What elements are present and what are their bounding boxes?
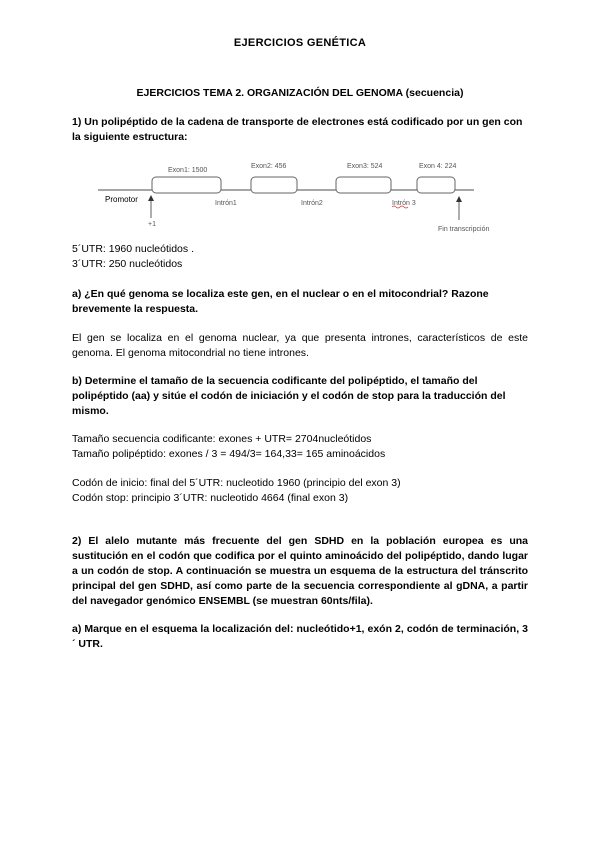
- gene-structure-diagram: [96, 155, 506, 245]
- fin-transcripcion-label: Fin transcripción: [438, 226, 490, 233]
- exon-4-box: [417, 177, 455, 193]
- start-arrow-icon: [148, 195, 154, 201]
- question-1-prompt: 1) Un polipéptido de la cadena de transporte de electrones está codificado por un gen con la siguiente estructura:: [72, 116, 523, 143]
- stop-codon-text: Codón stop: principio 3´UTR: nucleotido 4664 (final exon 3): [72, 492, 349, 504]
- coding-size-text: Tamaño secuencia codificante: exones + UTR= 2704nucleótidos: [72, 433, 372, 445]
- start-plus-one-label: +1: [148, 221, 156, 228]
- intron-2-label: Intrón2: [301, 200, 323, 207]
- question-2-prompt: 2) El alelo mutante más frecuente del gen SDHD en la población europea es una sustitución en el codón que codifica por el quinto aminoácido del polipéptido, dando lugar a un codón de stop. A continuación se muestra un esquema de la estructura del tránscrito principal del gen SDHD, así como parte de la secuencia correspondiente al gDNA, a partir del navegador genómico ENSEMBL (se muestran 60nts/fila).: [72, 535, 528, 607]
- answer-b-sizes: [72, 432, 528, 462]
- utr5-text: 5´UTR: 1960 nucleótidos .: [72, 243, 194, 255]
- question-2a-text: a) Marque en el esquema la localización del: nucleótido+1, exón 2, codón de terminación, 3´ UTR.: [72, 623, 528, 650]
- exon-3-box: [336, 177, 391, 193]
- polypeptide-size-text: Tamaño polipéptido: exones / 3 = 494/3= 164,33= 165 aminoácidos: [72, 448, 386, 460]
- utr3-text: 3´UTR: 250 nucleótidos: [72, 258, 183, 270]
- exon-4-label: Exon 4: 224: [419, 163, 457, 170]
- intron-3-label: Intrón 3: [392, 200, 416, 207]
- question-b-text: b) Determine el tamaño de la secuencia codificante del polipéptido, el tamaño del polipéptido (aa) y sitúe el codón de iniciación y el codón de stop para la traducción del mismo.: [72, 375, 506, 417]
- answer-a-text: El gen se localiza en el genoma nuclear, ya que presenta intrones, característicos de este genoma. El genoma mitocondrial no tiene intrones.: [72, 332, 528, 359]
- exon-3-label: Exon3: 524: [347, 163, 383, 170]
- utr-info: [72, 242, 528, 272]
- document-subtitle: EJERCICIOS TEMA 2. ORGANIZACIÓN DEL GENOMA (secuencia): [136, 87, 464, 99]
- exon-2-label: Exon2: 456: [251, 163, 287, 170]
- document-title: EJERCICIOS GENÉTICA: [233, 37, 367, 49]
- intron-1-label: Intrón1: [215, 200, 237, 207]
- answer-b-codons: [72, 476, 528, 506]
- start-codon-text: Codón de inicio: final del 5´UTR: nucleotido 1960 (principio del exon 3): [72, 477, 401, 489]
- promotor-label: Promotor: [105, 195, 138, 204]
- question-a-text: a) ¿En qué genoma se localiza este gen, en el nuclear o en el mitocondrial? Razone brevemente la respuesta.: [72, 288, 489, 315]
- end-arrow-icon: [456, 196, 462, 202]
- exon-2-box: [251, 177, 297, 193]
- exon-1-label: Exon1: 1500: [168, 167, 208, 174]
- exon-1-box: [152, 177, 221, 193]
